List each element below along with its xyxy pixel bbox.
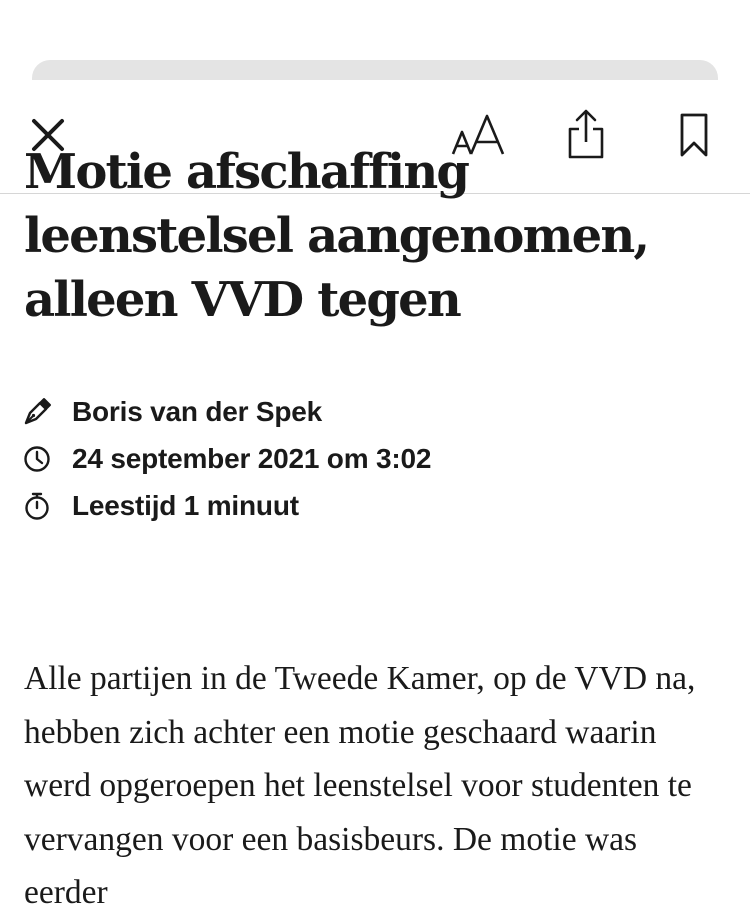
stopwatch-icon xyxy=(22,491,52,521)
date-row xyxy=(22,435,722,482)
article-body: Alle partijen in de Tweede Kamer, op de VVD na, hebben zich achter een motie geschaard waarin werd opgeroepen het leenstelsel voor studenten te vervangen voor een basisbeurs. De motie was eerder xyxy=(24,660,696,911)
article-headline: Motie afschaffing leenstelsel aangenomen, alleen VVD tegen xyxy=(24,144,649,328)
author-row xyxy=(22,388,722,435)
reading-time: Leestijd 1 minuut xyxy=(72,489,299,521)
clock-icon xyxy=(22,444,52,474)
article-meta xyxy=(22,388,722,529)
pen-icon xyxy=(22,397,52,427)
reading-time-row xyxy=(22,482,722,529)
author-name[interactable]: Boris van der Spek xyxy=(72,395,323,427)
publish-date: 24 september 2021 om 3:02 xyxy=(72,442,432,474)
